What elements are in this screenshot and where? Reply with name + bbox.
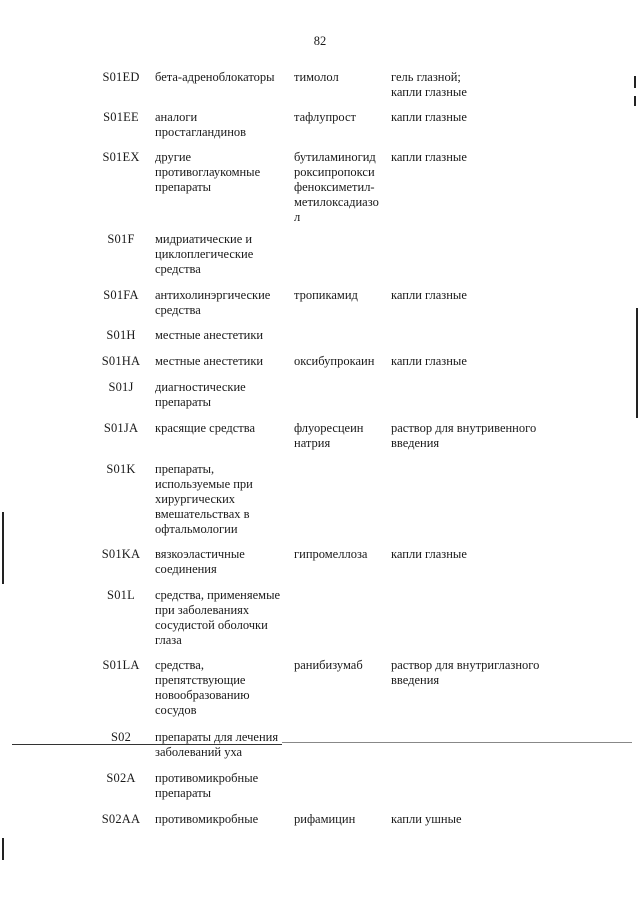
scan-mark (2, 838, 4, 860)
atc-code: S01FA (103, 288, 139, 302)
inn-name: бутиламиногид роксипропокси феноксиметил- метилоксадиазо л (294, 150, 379, 224)
group-name: красящие средства (155, 421, 255, 435)
atc-code: S02 (110, 730, 132, 744)
dosage-form: гель глазной; капли глазные (391, 70, 467, 99)
group-name: противомикробные (155, 812, 259, 826)
atc-code: S01KA (101, 547, 141, 561)
group-name: аналоги простагландинов (155, 110, 247, 139)
group-name: другие противоглаукомные препараты (155, 150, 261, 194)
dosage-form: капли глазные (391, 110, 467, 124)
group-name: препараты, используемые при хирургических вмешательствах в офтальмологии (155, 462, 253, 536)
dosage-form: капли глазные (391, 288, 467, 302)
group-name: местные анестетики (155, 354, 264, 368)
atc-code: S01EE (103, 110, 139, 124)
group-name: препараты для лечения заболеваний уха (155, 730, 279, 759)
group-name: антихолинэргические средства (155, 288, 271, 317)
inn-name: тимолол (294, 70, 339, 84)
atc-code: S02A (106, 771, 136, 785)
atc-code: S01J (108, 380, 134, 394)
dosage-form: раствор для внутриглазного введения (391, 658, 540, 687)
scan-mark (2, 512, 4, 584)
scan-line (12, 744, 282, 745)
dosage-form: раствор для внутривенного введения (391, 421, 537, 450)
group-name: средства, препятствующие новообразованию сосудов (155, 658, 250, 717)
inn-name: тафлупрост (294, 110, 356, 124)
inn-name: оксибупрокаин (294, 354, 375, 368)
scan-mark (634, 76, 636, 88)
atc-code: S01K (106, 462, 136, 476)
atc-code: S01H (106, 328, 136, 342)
atc-code: S01JA (103, 421, 139, 435)
dosage-form: капли глазные (391, 150, 467, 164)
atc-code: S01LA (102, 658, 140, 672)
group-name: противомикробные препараты (155, 771, 259, 800)
dosage-form: капли ушные (391, 812, 462, 826)
page-number: 82 (313, 34, 327, 48)
dosage-form: капли глазные (391, 547, 467, 561)
scan-mark (634, 96, 636, 106)
group-name: диагностические препараты (155, 380, 246, 409)
inn-name: рифамицин (294, 812, 356, 826)
group-name: бета-адреноблокаторы (155, 70, 275, 84)
group-name: мидриатические и циклоплегические средства (155, 232, 254, 276)
atc-code: S01F (107, 232, 135, 246)
atc-code: S02AA (101, 812, 141, 826)
group-name: средства, применяемые при заболеваниях сосудистой оболочки глаза (155, 588, 281, 647)
inn-name: ранибизумаб (294, 658, 363, 672)
dosage-form: капли глазные (391, 354, 467, 368)
atc-code: S01EX (102, 150, 140, 164)
atc-code: S01L (107, 588, 135, 602)
scan-mark (636, 308, 638, 418)
inn-name: гипромеллоза (294, 547, 368, 561)
group-name: вязкоэластичные соединения (155, 547, 245, 576)
inn-name: флуоресцеин натрия (294, 421, 364, 450)
group-name: местные анестетики (155, 328, 264, 342)
scan-line (282, 742, 632, 743)
inn-name: тропикамид (294, 288, 358, 302)
atc-code: S01HA (101, 354, 141, 368)
atc-code: S01ED (102, 70, 140, 84)
